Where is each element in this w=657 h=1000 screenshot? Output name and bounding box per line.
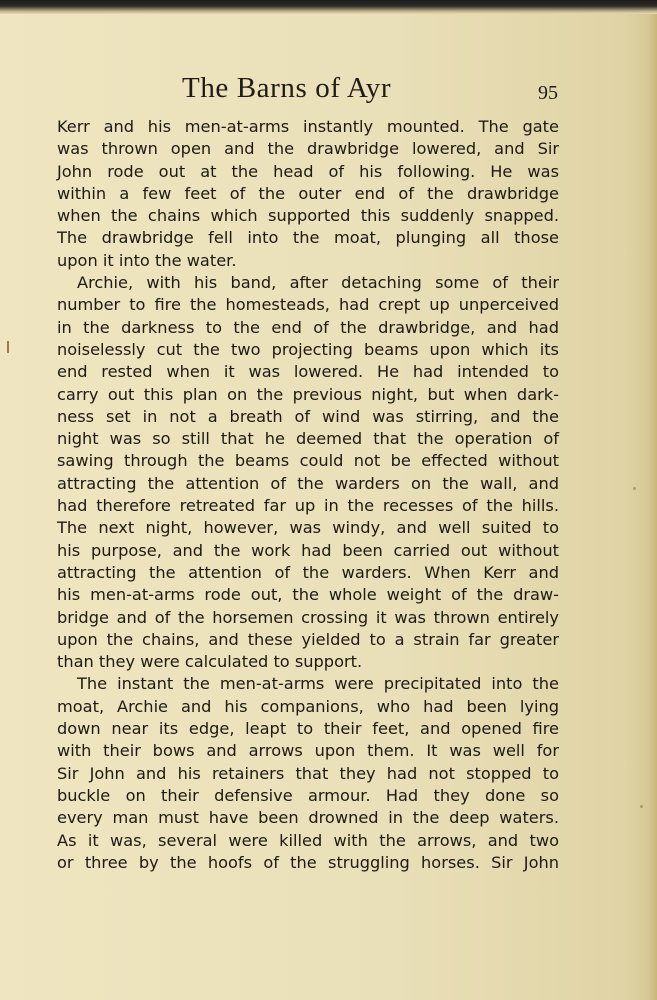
- text-line: buckle on their defensive armour. Had they done so: [57, 785, 559, 805]
- text-line: The next night, however, was windy, and well suited to: [57, 518, 559, 538]
- text-line: down near its edge, leapt to their feet, and opened fire: [57, 719, 559, 739]
- text-line: number to fire the homesteads, had crept up unperceived: [57, 295, 559, 315]
- text-line: night was so still that he deemed that the operation of: [57, 429, 559, 449]
- scan-top-edge: [0, 0, 657, 14]
- text-line: The instant the men-at-arms were precipitated into the: [77, 674, 559, 694]
- text-line: had therefore retreated far up in the recesses of the hills.: [57, 496, 559, 516]
- text-line: The drawbridge fell into the moat, plunging all those: [57, 228, 559, 248]
- text-line: attracting the attention of the warders on the wall, and: [57, 473, 559, 493]
- text-line: than they were calculated to support.: [57, 652, 363, 672]
- text-line: his men-at-arms rode out, the whole weight of the draw-: [57, 585, 559, 605]
- margin-mark: [7, 341, 9, 353]
- page-number: 95: [538, 82, 558, 104]
- text-line: within a few feet of the outer end of the drawbridge: [57, 183, 559, 203]
- paper-speck: [633, 487, 636, 490]
- running-title: The Barns of Ayr: [182, 72, 392, 104]
- text-line: bridge and of the horsemen crossing it was thrown entirely: [57, 607, 559, 627]
- text-line: or three by the hoofs of the struggling horses. Sir John: [57, 852, 559, 872]
- text-line: upon the chains, and these yielded to a strain far greater: [57, 629, 559, 649]
- text-line: Archie, with his band, after detaching some of their: [77, 273, 559, 293]
- text-line: Sir John and his retainers that they had not stopped to: [57, 763, 559, 783]
- text-line: upon it into the water.: [57, 250, 237, 270]
- text-line: John rode out at the head of his following. He was: [57, 161, 559, 181]
- text-line: moat, Archie and his companions, who had been lying: [57, 696, 559, 716]
- text-line: sawing through the beams could not be effected without: [57, 451, 559, 471]
- text-line: As it was, several were killed with the arrows, and two: [57, 830, 559, 850]
- text-line: his purpose, and the work had been carried out without: [57, 540, 559, 560]
- page-right-edge: [648, 14, 657, 1000]
- text-line: attracting the attention of the warders. When Kerr and: [57, 562, 559, 582]
- body-text: [57, 116, 559, 874]
- text-line: every man must have been drowned in the deep waters.: [57, 808, 559, 828]
- text-line: with their bows and arrows upon them. It was well for: [57, 741, 559, 761]
- text-line: was thrown open and the drawbridge lowered, and Sir: [57, 139, 559, 159]
- text-line: in the darkness to the end of the drawbridge, and had: [57, 317, 559, 337]
- paper-speck: [640, 805, 643, 808]
- text-line: end rested when it was lowered. He had intended to: [57, 362, 559, 382]
- text-line: ness set in not a breath of wind was stirring, and the: [57, 406, 559, 426]
- page-header: [0, 68, 657, 108]
- text-line: noiselessly cut the two projecting beams upon which its: [57, 339, 559, 359]
- text-line: carry out this plan on the previous night, but when dark-: [57, 384, 559, 404]
- text-line: Kerr and his men-at-arms instantly mounted. The gate: [57, 117, 559, 136]
- text-line: when the chains which supported this suddenly snapped.: [57, 206, 559, 226]
